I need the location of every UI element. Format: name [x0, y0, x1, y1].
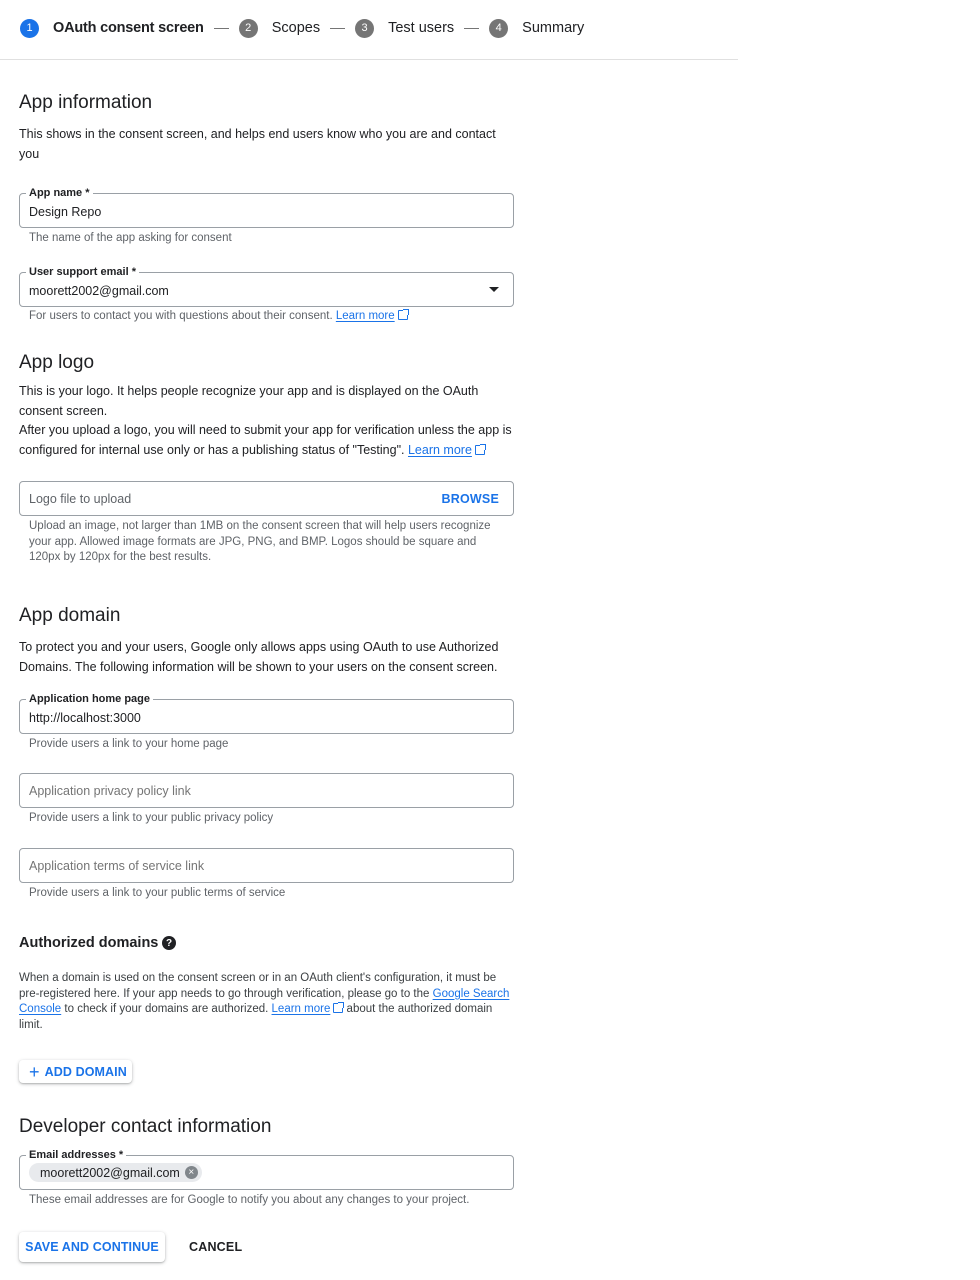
header-divider	[0, 59, 738, 60]
step-label: Summary	[522, 20, 585, 36]
application-home-page-field[interactable]	[19, 693, 514, 734]
app-domain-description: To protect you and your users, Google only allows apps using OAuth to use Authorized Domains. The following information will be shown to your users on the consent screen.	[19, 640, 499, 674]
step-separator	[464, 28, 479, 29]
email-addresses-hint: These email addresses are for Google to notify you about any changes to your project.	[29, 1194, 470, 1206]
step-number-badge: 3	[355, 19, 374, 38]
learn-more-link[interactable]: Learn more	[407, 442, 472, 457]
step-summary[interactable]	[489, 19, 584, 38]
email-addresses-label: Email addresses *	[26, 1148, 126, 1162]
app-logo-heading: App logo	[19, 352, 95, 373]
step-number-badge: 2	[239, 19, 258, 38]
privacy-policy-hint: Provide users a link to your public privacy policy	[29, 812, 274, 824]
add-domain-button[interactable]	[19, 1060, 132, 1083]
step-number-badge: 1	[20, 19, 39, 38]
step-label: Test users	[388, 20, 455, 36]
dropdown-arrow-icon[interactable]	[489, 287, 499, 292]
email-chip-text: moorett2002@gmail.com	[40, 1165, 180, 1180]
user-support-email-label: User support email *	[26, 265, 139, 279]
authorized-domains-text-2: to check if your domains are authorized.	[64, 1003, 269, 1015]
user-support-email-select[interactable]	[19, 266, 514, 307]
app-logo-description-2-text: After you upload a logo, you will need to submit your app for verification unless the app is configured for internal use only or has a publishing status of "Testing".	[19, 423, 512, 457]
step-number-badge: 4	[489, 19, 508, 38]
app-domain-heading: App domain	[19, 605, 121, 626]
terms-of-service-hint: Provide users a link to your public terms of service	[29, 887, 286, 899]
stepper	[20, 17, 584, 39]
step-test-users[interactable]	[355, 19, 454, 38]
app-logo-description-1: This is your logo. It helps people recognize your app and is displayed on the OAuth consent screen.	[19, 384, 479, 418]
step-separator	[330, 28, 345, 29]
user-support-email-hint-text: For users to contact you with questions about their consent.	[29, 310, 333, 322]
email-chip	[29, 1163, 202, 1182]
authorized-domains-text-1: When a domain is used on the consent screen or in an OAuth client's configuration, it must be pre-registered here. If your app needs to go through verification, please go to the	[19, 972, 497, 1000]
application-home-page-hint: Provide users a link to your home page	[29, 738, 229, 750]
help-icon[interactable]: ?	[162, 936, 176, 950]
app-name-label: App name *	[26, 186, 93, 200]
save-and-continue-button[interactable]: SAVE AND CONTINUE	[19, 1232, 165, 1262]
app-information-description: This shows in the consent screen, and helps end users know who you are and contact you	[19, 127, 496, 161]
chip-remove-icon[interactable]: ×	[185, 1166, 198, 1179]
external-link-icon	[398, 310, 408, 320]
logo-upload-hint: Upload an image, not larger than 1MB on the consent screen that will help users recognize your app. Allowed image formats are JPG, PNG, and BMP. Logos should be square and 120px by 120px for the best results.	[29, 520, 491, 563]
add-domain-label: ADD DOMAIN	[44, 1064, 127, 1079]
email-addresses-field[interactable]	[19, 1149, 514, 1190]
authorized-domains-heading: Authorized domains	[19, 935, 159, 951]
external-link-icon	[475, 445, 485, 455]
step-oauth-consent-screen[interactable]	[20, 19, 204, 38]
user-support-email-value: moorett2002@gmail.com	[29, 284, 169, 298]
learn-more-link[interactable]: Learn more	[335, 310, 395, 322]
terms-of-service-input[interactable]	[29, 859, 469, 873]
application-home-page-input[interactable]	[29, 711, 469, 725]
authorized-domains-description	[19, 971, 514, 1033]
plus-icon: +	[29, 1061, 40, 1082]
app-name-field[interactable]	[19, 187, 514, 228]
app-logo-description-2	[19, 421, 514, 460]
logo-upload-placeholder: Logo file to upload	[29, 492, 132, 506]
learn-more-link[interactable]: Learn more	[271, 1003, 331, 1015]
step-label: OAuth consent screen	[53, 20, 204, 36]
app-name-input[interactable]	[29, 205, 469, 219]
step-label: Scopes	[271, 20, 321, 36]
logo-upload-field[interactable]	[19, 481, 514, 516]
app-name-hint: The name of the app asking for consent	[29, 232, 232, 244]
app-information-heading: App information	[19, 92, 153, 113]
privacy-policy-field[interactable]	[19, 773, 514, 808]
authorized-domains-text-3: about the authorized domain limit.	[19, 1003, 493, 1031]
user-support-email-hint	[29, 309, 509, 325]
external-link-icon	[333, 1003, 343, 1013]
google-search-console-link[interactable]: Google Search Console	[19, 987, 510, 1015]
privacy-policy-input[interactable]	[29, 784, 469, 798]
step-scopes[interactable]	[239, 19, 320, 38]
application-home-page-label: Application home page	[26, 692, 153, 706]
terms-of-service-field[interactable]	[19, 848, 514, 883]
step-separator	[214, 28, 229, 29]
browse-button[interactable]: BROWSE	[441, 492, 499, 506]
developer-contact-heading: Developer contact information	[19, 1116, 272, 1137]
cancel-button[interactable]: CANCEL	[189, 1240, 243, 1254]
